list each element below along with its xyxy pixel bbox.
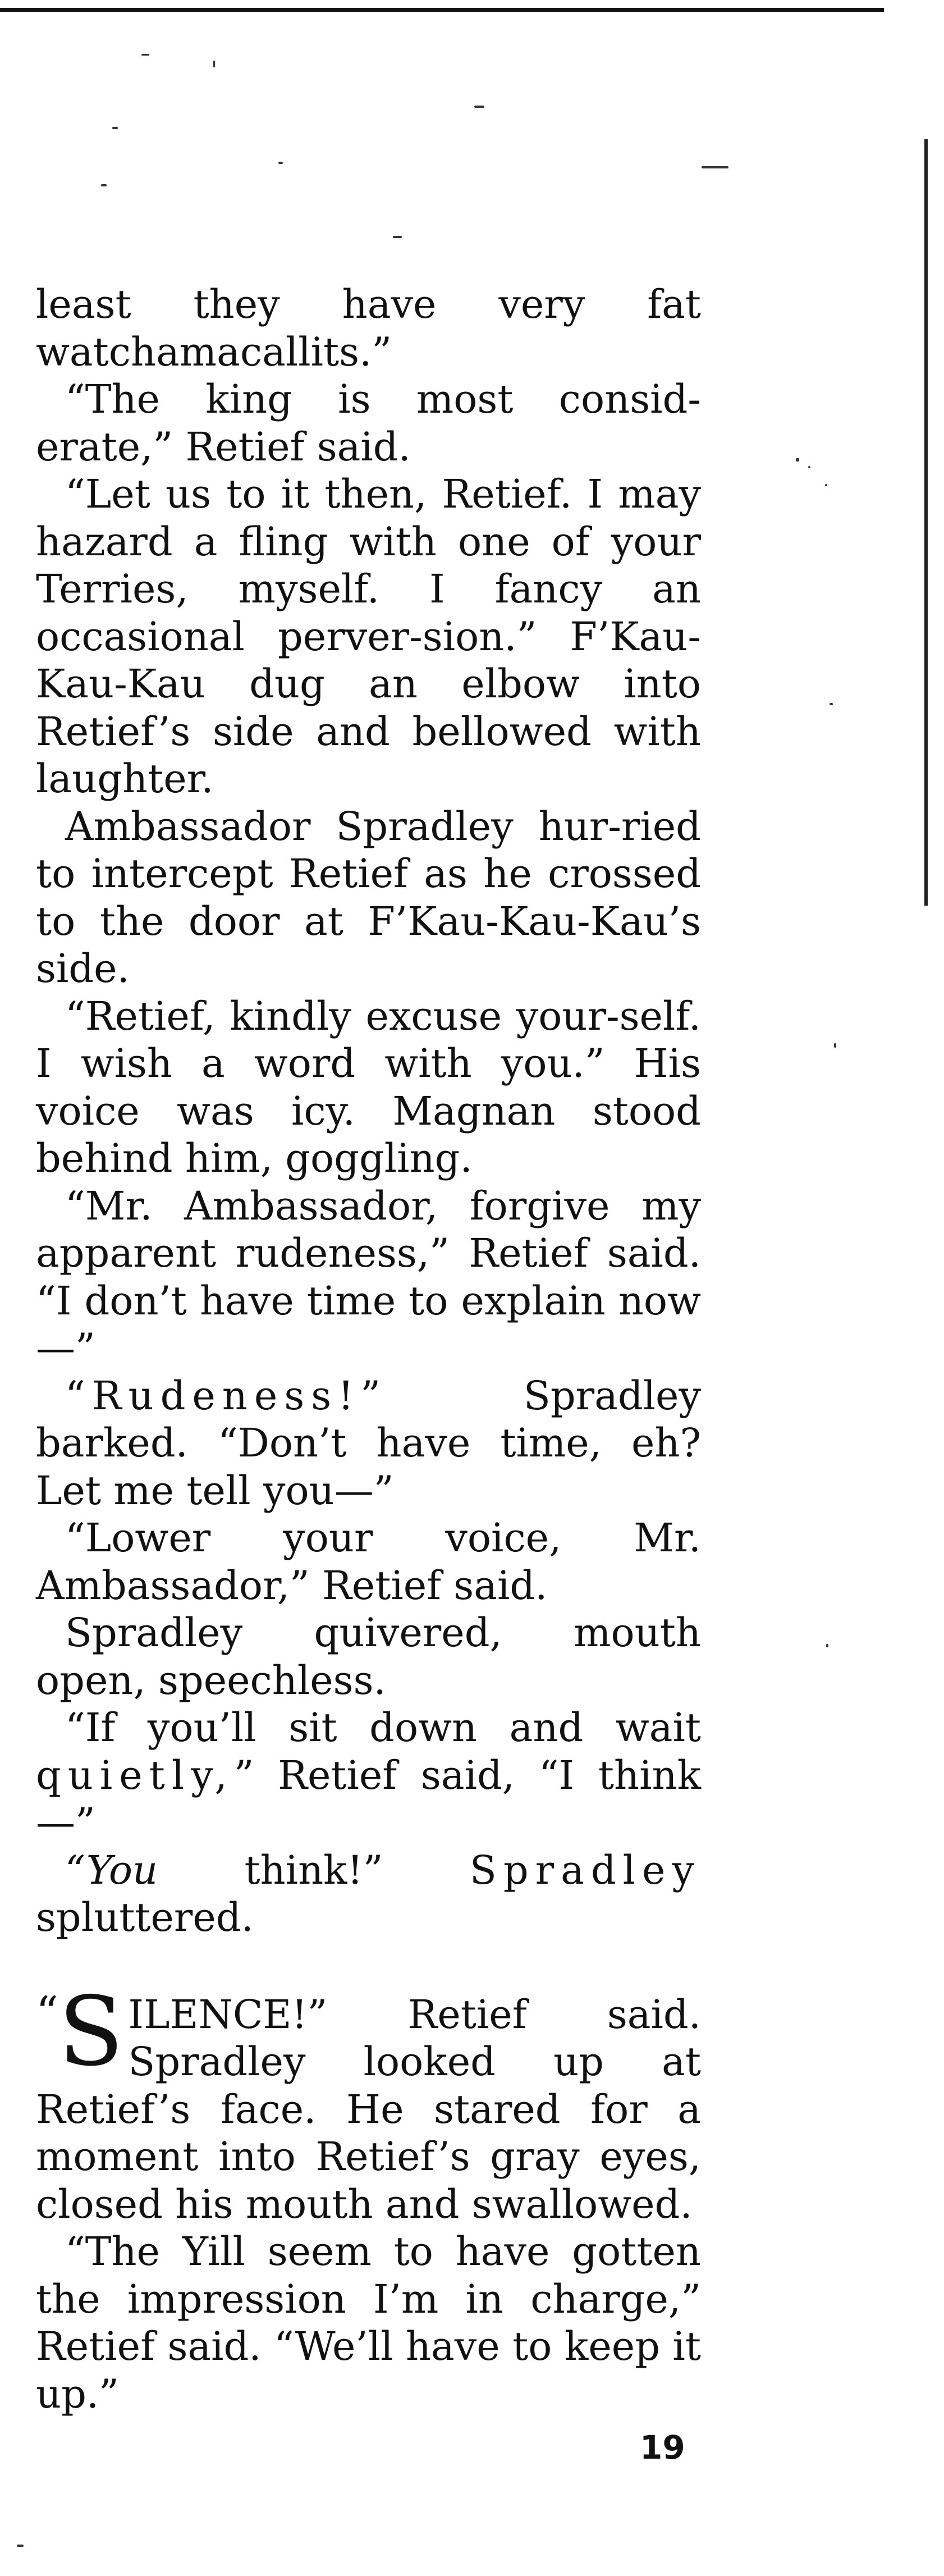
paragraph: least they have very fat watchamacallits.” xyxy=(36,281,701,375)
text-column xyxy=(36,281,701,2418)
scan-speck xyxy=(112,127,118,129)
paragraph-you-think xyxy=(36,1847,701,1942)
scan-speck xyxy=(17,2545,24,2547)
paragraph-text: “If you’ll sit down and wait xyxy=(65,1705,701,1751)
spaced-word: Spradley xyxy=(469,1847,701,1893)
scan-speck xyxy=(474,106,484,108)
paragraph: Spradley quivered, mouth open, speechless. xyxy=(36,1610,701,1703)
margin-rule xyxy=(924,139,928,906)
top-rule xyxy=(0,8,884,12)
opening-quote: “ xyxy=(36,1987,58,2038)
paragraph: “Let us to it then, Retief. I may hazard a fling with one of your Terries, myself. I fancy an occasional perver-sion.” F’Kau-Kau-Kau dug an elbow into Retief’s side and bellowed with laughter. xyxy=(36,471,701,802)
drop-cap: S xyxy=(58,1976,124,2088)
scan-speck xyxy=(278,162,283,164)
scan-speck xyxy=(808,466,810,468)
scan-speck xyxy=(796,458,799,462)
scan-speck xyxy=(213,61,215,67)
paragraph: Ambassador Spradley hur-ried to intercept Retief as he crossed to the door at F’Kau-Kau-Kau’s side. xyxy=(36,803,701,992)
paragraph-text: think!” xyxy=(158,1847,470,1893)
paragraph: “Mr. Ambassador, forgive my apparent rudeness,” Retief said. “I don’t have time to explain now—” xyxy=(36,1182,701,1371)
paragraph: “The Yill seem to have gotten the impression I’m in charge,” Retief said. “We’ll have to keep it up.” xyxy=(36,2228,701,2417)
paragraph-quietly xyxy=(36,1704,701,1847)
paragraph: “Lower your voice, Mr. Ambassador,” Retief said. xyxy=(36,1515,701,1609)
page-number: 19 xyxy=(640,2428,685,2467)
scan-speck xyxy=(825,484,827,486)
paragraph-text: ” Retief said, “I think—” xyxy=(36,1752,701,1846)
scan-speck xyxy=(702,166,728,168)
paragraph-text: ILENCE!” Retief said. Spradley looked up at Retief’s face. He stared for a moment into Retief’s gray eyes, closed his mouth and swallowed. xyxy=(36,1991,701,2227)
spaced-word: “Rudeness!” xyxy=(65,1372,388,1419)
paragraph: “The king is most consid-erate,” Retief said. xyxy=(36,376,701,470)
scan-speck xyxy=(141,54,149,56)
paragraph-rudeness xyxy=(36,1372,701,1515)
spaced-word: quietly, xyxy=(36,1752,234,1798)
paragraph-silence xyxy=(36,1976,701,2228)
scan-speck xyxy=(393,236,402,238)
italic-word: “You xyxy=(65,1847,158,1893)
paragraph-text: spluttered. xyxy=(36,1894,254,1940)
scan-speck xyxy=(834,1043,836,1048)
paragraph-text: Spradley barked. “Don’t have time, eh? Let me tell you—” xyxy=(36,1372,701,1514)
scan-speck xyxy=(830,703,833,705)
scan-speck xyxy=(101,184,107,186)
drop-cap-block xyxy=(36,1976,124,2088)
paragraph: “Retief, kindly excuse your-self. I wish a word with you.” His voice was icy. Magnan stood behind him, goggling. xyxy=(36,993,701,1181)
scan-speck xyxy=(826,1644,828,1647)
